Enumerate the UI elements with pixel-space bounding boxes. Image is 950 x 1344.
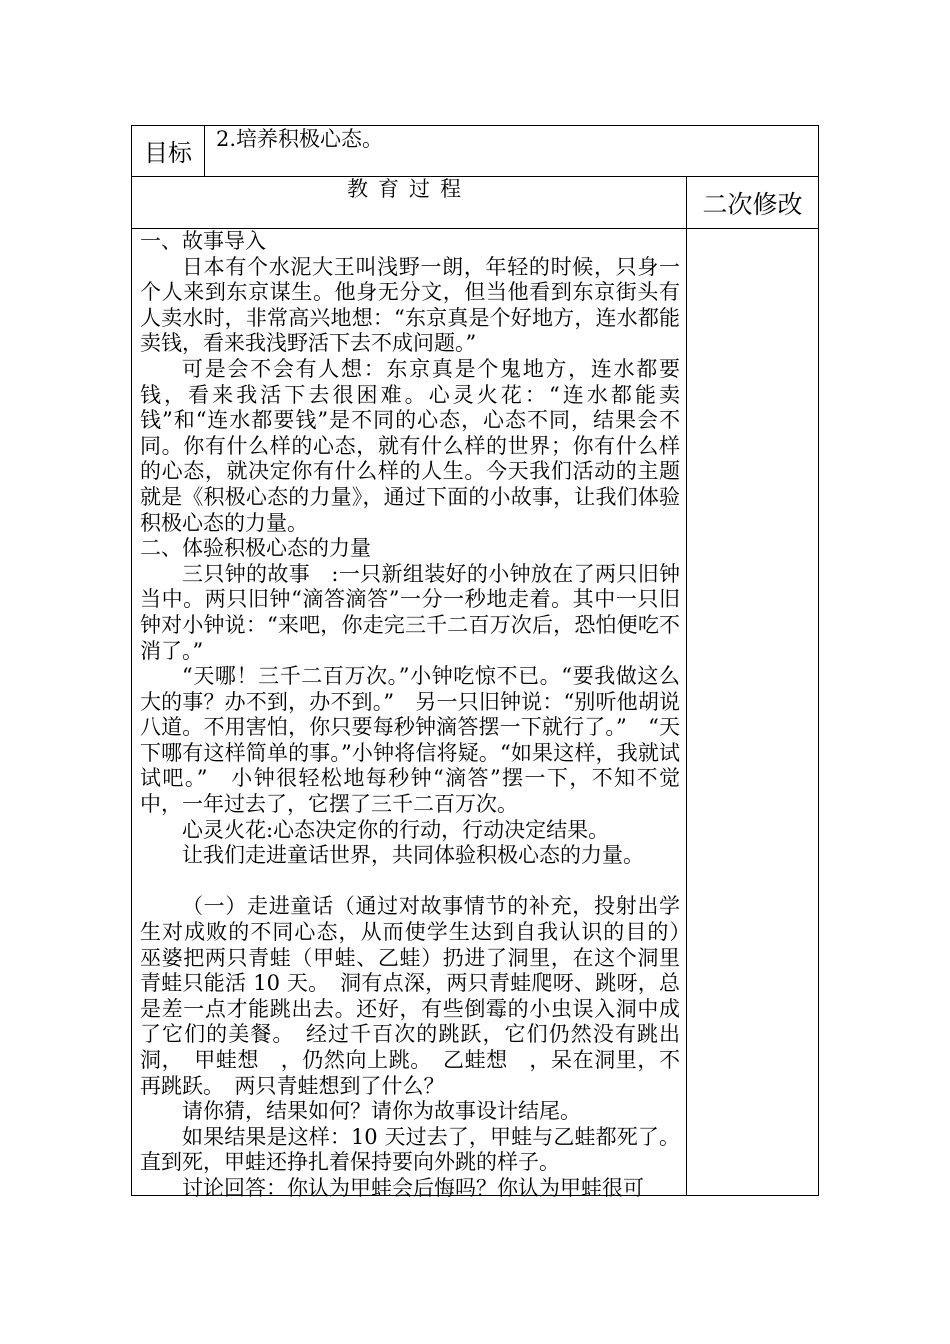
- header-row: [132, 176, 818, 229]
- paragraph: 三只钟的故事 :一只新组装好的小钟放在了两只旧钟当中。两只旧钟“滴答滴答”一分一秒地走着。其中一只旧钟对小钟说：“来吧，你走完三千二百万次后，恐怕便吃不消了。”: [140, 561, 680, 663]
- revise-header: 二次修改: [702, 190, 803, 219]
- paragraph: 可是会不会有人想：东京真是个鬼地方，连水都要钱，看来我活下去很困难。心灵火花：“连水都能卖钱”和“连水都要钱”是不同的心态，心态不同，结果会不同。你有什么样的心态，就有什么样的世界；你有什么样的心态，就决定你有什么样的人生。今天我们活动的主题就是《积极心态的力量》，通过下面的小故事，让我们体验积极心态的力量。: [140, 356, 680, 535]
- body-row: [132, 229, 818, 1200]
- process-content: [140, 229, 701, 1202]
- paragraph: 如果结果是这样：10 天过去了，甲蛙与乙蛙都死了。直到死，甲蛙还挣扎着保持要向外跳的样子。: [140, 1124, 680, 1175]
- blank-line: [140, 869, 680, 895]
- paragraph: “天哪！三千二百万次。”小钟吃惊不已。“要我做这么大的事？办不到，办不到。” 另一只旧钟说：“别听他胡说八道。不用害怕，你只要每秒钟滴答摆一下就行了。” “天下哪有这样简单的事。”小钟将信将疑。“如果这样，我就试试吧。” 小钟很轻松地每秒钟“滴答”摆一下，不知不觉中，一年过去了，它摆了三千二百万次。: [140, 664, 680, 817]
- goal-text: 2.培养积极心态。: [216, 127, 384, 151]
- paragraph: 让我们走进童话世界，共同体验积极心态的力量。: [182, 843, 644, 868]
- process-header: 教育过程: [132, 176, 687, 228]
- paragraph: （一）走进童话（通过对故事情节的补充，投射出学生对成败的不同心态，从而使学生达到自我认识的目的） 巫婆把两只青蛙（甲蛙、乙蛙）扔进了洞里，在这个洞里青蛙只能活 10 天。 洞有点深，两只青蛙爬呀、跳呀，总是差一点才能跳出去。还好，有些倒霉的小虫误入洞中成了它们的美餐。 经过千百次的跳跃，它们仍然没有跳出洞， 甲蛙想 ，仍然向上跳。 乙蛙想 ，呆在洞里，不再跳跃。 两只青蛙想到了什么？: [140, 894, 701, 1098]
- paragraph: 日本有个水泥大王叫浅野一朗，年轻的时候，只身一个人来到东京谋生。他身无分文，但当他看到东京街头有人卖水时，非常高兴地想：“东京真是个好地方，连水都能卖钱，看来我浅野活下去不成问题。”: [140, 254, 680, 356]
- section-title: 二、体验积极心态的力量: [140, 536, 371, 561]
- goal-label: 目标: [132, 126, 205, 176]
- goal-row: [132, 126, 818, 177]
- revise-cell: [687, 229, 818, 1196]
- lesson-table: [131, 125, 819, 1200]
- paragraph: 心灵火花:心态决定你的行动，行动决定结果。: [182, 817, 610, 842]
- process-cell: [132, 229, 701, 1200]
- paragraph: 请你猜，结果如何？请你为故事设计结尾。: [182, 1099, 581, 1124]
- section-title: 一、故事导入: [140, 229, 266, 253]
- paragraph: 讨论回答：你认为甲蛙会后悔吗？你认为甲蛙很可: [182, 1175, 644, 1200]
